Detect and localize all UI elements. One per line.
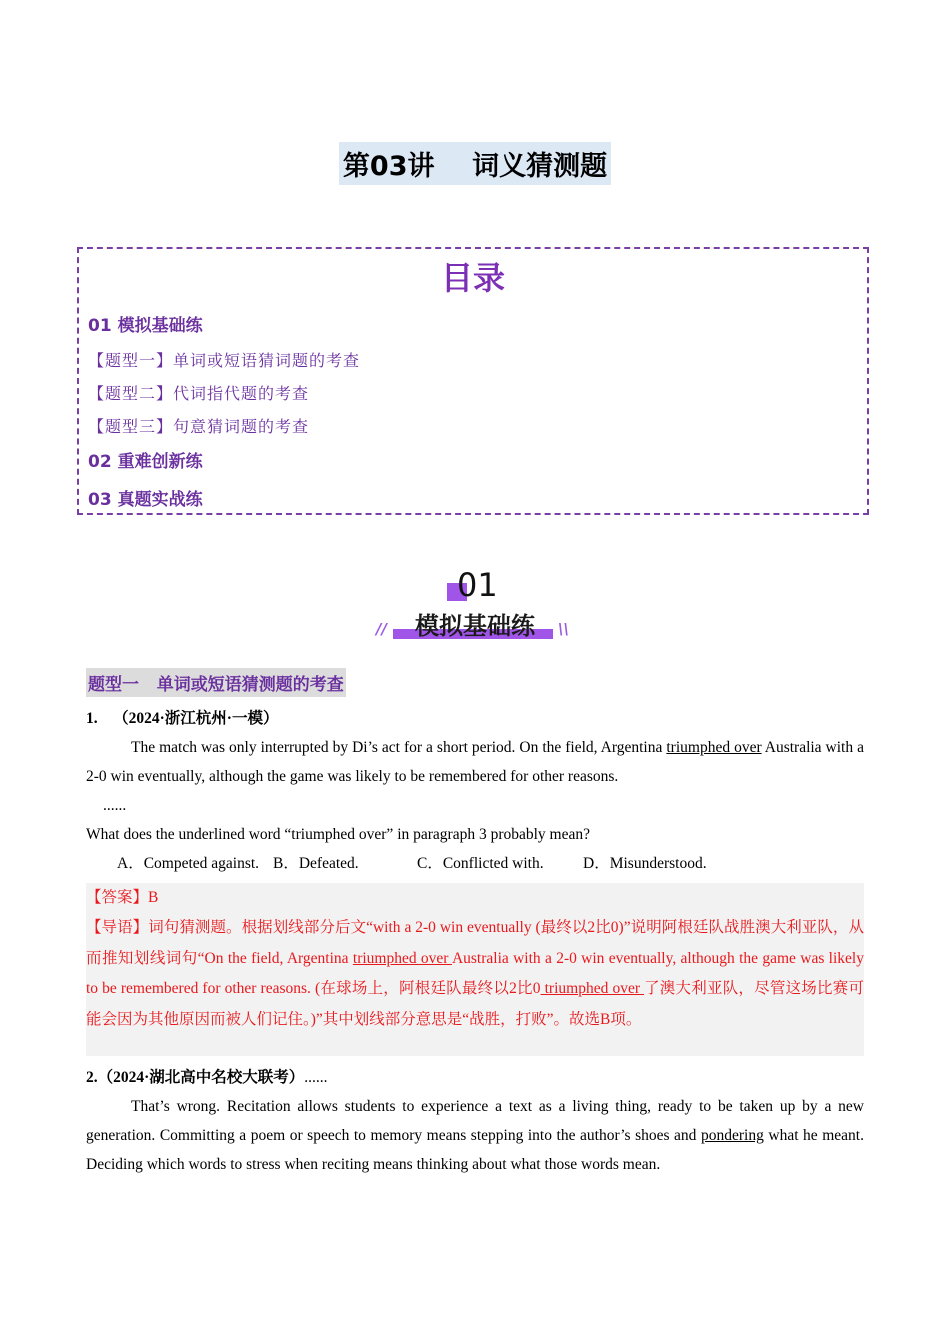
explanation-text: 【导语】词句猜测题。根据划线部分后文“with a 2-0 win eventually (最终以2比0)”说明阿根廷队战胜澳大利亚队，从而推知划线词句“On the field, Argentina (86, 919, 864, 967)
section-banner (0, 566, 950, 646)
question-1-source: （2024·浙江杭州·一模） (113, 710, 279, 727)
toc-item-sub2[interactable]: 【题型二】代词指代题的考查 (88, 384, 310, 403)
toc-item-sec3[interactable]: 03 真题实战练 (88, 490, 203, 510)
question-1-passage (86, 733, 864, 791)
toc-item-sec2[interactable]: 02 重难创新练 (88, 452, 203, 472)
question-2-passage (86, 1092, 864, 1179)
table-of-contents (77, 247, 869, 515)
question-1-text: What does the underlined word “triumphed over” in paragraph 3 probably mean? (86, 826, 590, 843)
banner-label: 模拟基础练 (415, 612, 535, 640)
option-b[interactable]: B．Defeated. (273, 855, 359, 872)
explanation-text: 了澳大利亚队，尽管这场比赛可能会因为其他原因而被人们记住。)”其中划线部分意思是“战胜，打败”。故选B项。 (86, 980, 864, 1028)
answer-box (86, 883, 864, 1056)
underlined-phrase: triumphed over (352, 949, 452, 967)
option-a[interactable]: A．Competed against. (117, 855, 260, 872)
question-1-number: 1. (86, 710, 98, 727)
section-heading: 题型一 单词或短语猜测题的考查 (86, 668, 346, 697)
option-c[interactable]: C．Conflicted with. (417, 855, 544, 872)
underlined-phrase: triumphed over (540, 980, 645, 998)
page-title (0, 142, 950, 185)
underlined-phrase: triumphed over (666, 739, 762, 756)
banner-left-mark: // (376, 620, 387, 638)
passage-text: Australia with a 2-0 win eventually, although the game was likely to be remembered for other reasons. (86, 739, 864, 785)
answer-label: 【答案】B (86, 889, 159, 906)
answer-explanation (86, 913, 864, 1035)
banner-right-mark: \\ (558, 620, 569, 638)
passage-ellipsis: ...... (103, 797, 127, 814)
passage-text: That’s wrong. Recitation allows students to experience a text as a living thing, ready to be taken up by a new generation. Committing a poem or speech to memory means stepping into the author’s shoes and (86, 1098, 864, 1144)
question-1-header (86, 704, 864, 733)
toc-item-sec1[interactable]: 01 模拟基础练 (88, 316, 203, 336)
toc-item-sub3[interactable]: 【题型三】句意猜词题的考查 (88, 417, 310, 436)
banner-number: 01 (457, 566, 498, 604)
lecture-title: 第03讲 词义猜测题 (339, 142, 611, 185)
passage-text: The match was only interrupted by Di’s act for a short period. On the field, Argentina (131, 739, 667, 756)
question-2-source: 2.（2024·湖北高中名校大联考） (86, 1069, 305, 1086)
passage-text: what he meant. Deciding which words to stress when reciting means thinking about what those words mean. (86, 1127, 864, 1173)
underlined-word: pondering (700, 1127, 764, 1144)
question-2-header (86, 1063, 864, 1092)
toc-item-sub1[interactable]: 【题型一】单词或短语猜词题的考查 (88, 351, 361, 370)
option-d[interactable]: D．Misunderstood. (583, 855, 707, 872)
explanation-text: Australia with a 2-0 win eventually, although the game was likely to be remembered for other reasons. (在球场上，阿根廷队最终以2比0 (86, 949, 864, 998)
toc-heading: 目录 (440, 259, 505, 297)
question-2-ellipsis: ...... (304, 1069, 328, 1086)
